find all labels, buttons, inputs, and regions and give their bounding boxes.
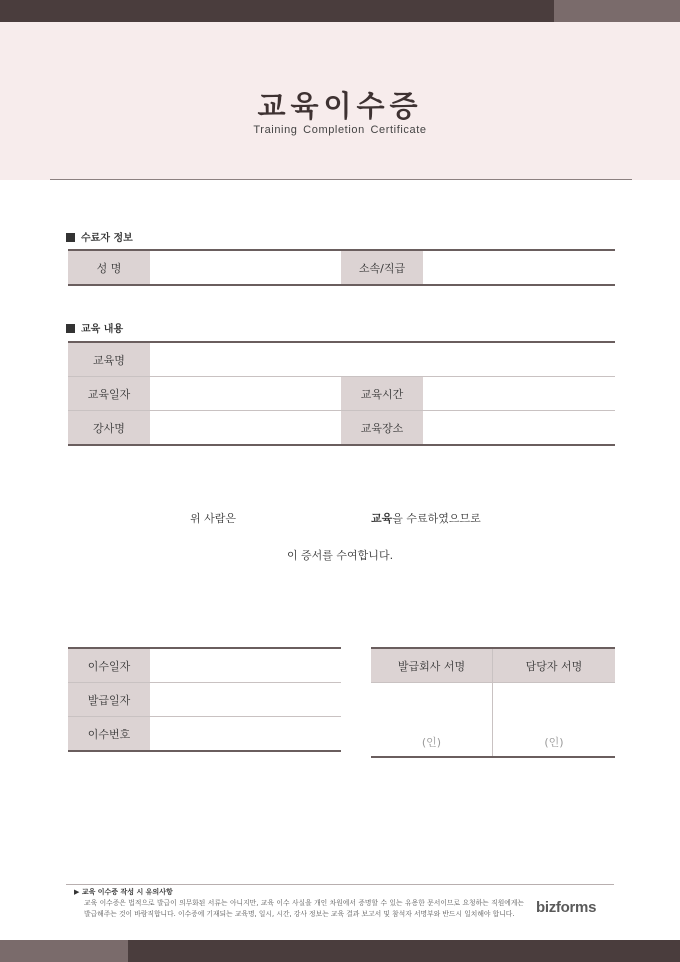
location-label: 교육장소 <box>341 411 423 446</box>
square-bullet-icon <box>66 324 75 333</box>
document-title: 교육이수증 <box>257 89 423 123</box>
course-hours-field[interactable] <box>423 377 615 411</box>
table-row <box>68 683 341 717</box>
name-label: 성 명 <box>68 250 150 285</box>
company-seal-field[interactable]: (인) <box>371 683 493 758</box>
top-bar-dark <box>0 0 554 22</box>
top-bar-light <box>554 0 680 22</box>
company-signature-label: 발급회사 서명 <box>371 648 493 683</box>
issue-date-label: 발급일자 <box>68 683 150 717</box>
statement-line1 <box>371 510 481 526</box>
manager-seal-field[interactable]: (인) <box>493 683 616 758</box>
bottom-bar-light <box>0 940 128 962</box>
notes-body: 교육 이수증은 법적으로 발급이 의무화된 서류는 아니지만, 교육 이수 사실을 개인 차원에서 증명할 수 있는 유용한 문서이므로 요청하는 직원에게는 발급해주는 것이 바람직합니다. 이수증에 기재되는 교육명, 일시, 시간, 강사 정보는 교육 결과 보고서 및 참석자 서명부와 반드시 일치해야 합니다. <box>84 899 524 918</box>
statement-bold: 교육 <box>371 512 393 525</box>
footer-divider <box>66 884 614 885</box>
statement-suffix: 을 수료하였으므로 <box>392 512 481 525</box>
affiliation-field[interactable] <box>423 250 615 285</box>
course-date-label: 교육일자 <box>68 377 150 411</box>
document-subtitle: Training Completion Certificate <box>253 124 427 136</box>
course-hours-label: 교육시간 <box>341 377 423 411</box>
recipient-table <box>68 249 615 286</box>
instructor-label: 강사명 <box>68 411 150 446</box>
manager-signature-label: 담당자 서명 <box>493 648 616 683</box>
signature-body-row <box>371 683 615 758</box>
issue-date-field[interactable] <box>150 683 341 717</box>
cert-number-field[interactable] <box>150 717 341 752</box>
course-table <box>68 341 615 446</box>
statement-line2: 이 증서를 수여합니다. <box>286 549 394 562</box>
table-row <box>68 648 341 683</box>
table-row <box>68 250 615 285</box>
cert-number-label: 이수번호 <box>68 717 150 752</box>
notes-title: ▶ 교육 이수증 작성 시 유의사항 <box>74 888 173 896</box>
instructor-field[interactable] <box>150 411 341 446</box>
completion-date-label: 이수일자 <box>68 648 150 683</box>
square-bullet-icon <box>66 233 75 242</box>
bizforms-logo: bizforms <box>536 899 597 916</box>
course-name-label: 교육명 <box>68 342 150 377</box>
bottom-bar-dark <box>128 940 680 962</box>
issue-table <box>68 647 341 752</box>
table-row <box>68 717 341 752</box>
course-name-field[interactable] <box>150 342 615 377</box>
table-row <box>68 411 615 446</box>
recipient-section-heading <box>66 229 133 244</box>
table-row <box>68 342 615 377</box>
statement-prefix: 위 사람은 <box>190 512 237 525</box>
recipient-section-heading-text: 수료자 정보 <box>81 233 133 244</box>
course-section-heading-text: 교육 내용 <box>81 324 124 335</box>
signature-table <box>371 647 615 758</box>
table-row <box>68 377 615 411</box>
header-divider <box>50 179 632 180</box>
name-field[interactable] <box>150 250 341 285</box>
completion-date-field[interactable] <box>150 648 341 683</box>
course-section-heading <box>66 320 123 335</box>
affiliation-label: 소속/직급 <box>341 250 423 285</box>
course-date-field[interactable] <box>150 377 341 411</box>
location-field[interactable] <box>423 411 615 446</box>
signature-header-row <box>371 648 615 683</box>
